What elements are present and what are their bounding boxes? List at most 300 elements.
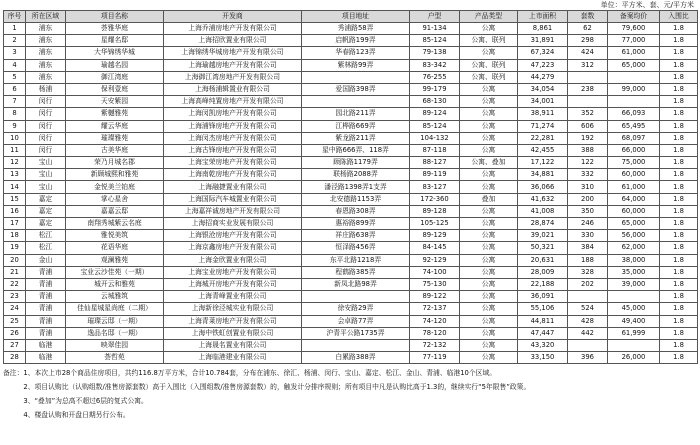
cell-address: 江桦路669弄 — [302, 120, 410, 132]
cell-developer: 上海锦绣华城房地产开发有限公司 — [164, 47, 302, 59]
cell-unit-size: 77-119 — [410, 352, 460, 364]
cell-address — [302, 339, 410, 351]
cell-project-name: 花语华庭 — [66, 242, 164, 254]
table-row — [4, 205, 698, 217]
cell-product-type: 公寓、联列 — [460, 59, 518, 71]
cell-area: 34,054 — [518, 83, 568, 95]
cell-ratio: 1.8 — [660, 83, 698, 95]
cell-area: 17,122 — [518, 157, 568, 169]
cell-unit-size: 68-130 — [410, 96, 460, 108]
cell-units: 188 — [568, 254, 608, 266]
cell-address: 紫龙路211弄 — [302, 132, 410, 144]
cell-developer: 上海南乾房地产开发有限公司 — [164, 169, 302, 181]
cell-developer: 上海青莱房地产开发有限公司 — [164, 315, 302, 327]
cell-product-type: 公寓 — [460, 144, 518, 156]
cell-project-name: 古美华庭 — [66, 144, 164, 156]
cell-index: 7 — [4, 96, 26, 108]
cell-project-name: 佳仙星城星尚庭（二期） — [66, 303, 164, 315]
table-row — [4, 132, 698, 144]
cell-district: 青浦 — [26, 291, 66, 303]
cell-developer: 上海晟名置业有限公司 — [164, 339, 302, 351]
cell-avg-price: 65,000 — [608, 218, 660, 230]
cell-units: 332 — [568, 169, 608, 181]
cell-project-name: 星耀名邸 — [66, 35, 164, 47]
cell-unit-size: 105-125 — [410, 218, 460, 230]
cell-address: 惠裕路899弄 — [302, 218, 410, 230]
column-header: 序号 — [4, 11, 26, 23]
cell-product-type: 公寓 — [460, 108, 518, 120]
cell-project-name: 宝业云沙佳苑（一期） — [66, 266, 164, 278]
cell-index: 6 — [4, 83, 26, 95]
table-row — [4, 96, 698, 108]
cell-ratio: 1.8 — [660, 291, 698, 303]
cell-developer: 上海国际汽车城置业有限公司 — [164, 193, 302, 205]
cell-project-name: 新顾城熙和雅苑 — [66, 169, 164, 181]
cell-ratio: 1.8 — [660, 278, 698, 290]
cell-product-type: 公寓 — [460, 254, 518, 266]
cell-developer: 上海瑜越房地产开发有限公司 — [164, 59, 302, 71]
cell-address: 恒泽路456弄 — [302, 242, 410, 254]
table-row — [4, 181, 698, 193]
cell-avg-price: 38,000 — [608, 254, 660, 266]
cell-project-name: 天安紫园 — [66, 96, 164, 108]
cell-units: 62 — [568, 23, 608, 35]
cell-product-type: 公寓 — [460, 181, 518, 193]
cell-area: 28,874 — [518, 218, 568, 230]
cell-unit-size: 84-145 — [410, 242, 460, 254]
cell-district: 浦东 — [26, 59, 66, 71]
cell-ratio: 1.8 — [660, 254, 698, 266]
cell-project-name: 逸品名邸（一期） — [66, 327, 164, 339]
cell-project-name: 观澜雅苑 — [66, 254, 164, 266]
cell-index: 13 — [4, 169, 26, 181]
cell-avg-price: 61,000 — [608, 181, 660, 193]
cell-unit-size: 79-138 — [410, 47, 460, 59]
cell-district: 青浦 — [26, 327, 66, 339]
cell-project-name: 荟雅华庭 — [66, 23, 164, 35]
cell-unit-size: 99-179 — [410, 83, 460, 95]
cell-area: 55,106 — [518, 303, 568, 315]
cell-project-name: 雅悦美筑 — [66, 230, 164, 242]
column-header: 所在区域 — [26, 11, 66, 23]
cell-ratio: 1.8 — [660, 352, 698, 364]
cell-product-type: 公寓 — [460, 278, 518, 290]
cell-unit-size: 91-134 — [410, 23, 460, 35]
cell-project-name: 大华锦绣华城 — [66, 47, 164, 59]
cell-ratio: 1.8 — [660, 157, 698, 169]
cell-address: 沪青平公路1735弄 — [302, 327, 410, 339]
cell-units: 328 — [568, 266, 608, 278]
cell-product-type: 公寓 — [460, 83, 518, 95]
cell-district: 嘉定 — [26, 205, 66, 217]
cell-ratio: 1.8 — [660, 315, 698, 327]
cell-developer: 上海金欣置业有限公司 — [164, 254, 302, 266]
cell-avg-price: 68,097 — [608, 132, 660, 144]
cell-address: 北安德路1153弄 — [302, 193, 410, 205]
cell-unit-size: 104-132 — [410, 132, 460, 144]
column-header: 套数 — [568, 11, 608, 23]
cell-index: 28 — [4, 352, 26, 364]
cell-product-type: 公寓 — [460, 205, 518, 217]
cell-district: 嘉定 — [26, 218, 66, 230]
cell-ratio: 1.8 — [660, 132, 698, 144]
cell-ratio: 1.8 — [660, 120, 698, 132]
cell-address: 会卓路77弄 — [302, 315, 410, 327]
table-row — [4, 339, 698, 351]
cell-unit-size: 75-130 — [410, 278, 460, 290]
cell-avg-price: 62,000 — [608, 242, 660, 254]
cell-project-name: 紫樾雅苑 — [66, 108, 164, 120]
cell-area: 41,632 — [518, 193, 568, 205]
cell-product-type: 公寓 — [460, 327, 518, 339]
cell-avg-price: 99,000 — [608, 83, 660, 95]
cell-district: 闵行 — [26, 120, 66, 132]
cell-index: 11 — [4, 144, 26, 156]
table-row — [4, 266, 698, 278]
cell-ratio: 1.8 — [660, 242, 698, 254]
cell-units: 352 — [568, 108, 608, 120]
column-header: 开发商 — [164, 11, 302, 23]
cell-units: 238 — [568, 83, 608, 95]
cell-unit-size: 89-124 — [410, 108, 460, 120]
cell-units: 200 — [568, 193, 608, 205]
cell-units: 312 — [568, 59, 608, 71]
column-header: 上市面积 — [518, 11, 568, 23]
cell-ratio: 1.8 — [660, 230, 698, 242]
cell-product-type: 公寓 — [460, 23, 518, 35]
cell-district: 青浦 — [26, 315, 66, 327]
cell-index: 21 — [4, 266, 26, 278]
unit-note: 单位：平方米、套、元/平方米 — [600, 1, 694, 9]
cell-index: 20 — [4, 254, 26, 266]
note-line: 2、项目认购比（认购组数/准售房源套数）高于入围比（入围组数/准售房源套数）的，触发计分排序规则；所有项目中凡是认购比高于1.3的，继续实行“5年限售”政策。 — [3, 383, 531, 391]
cell-units: 442 — [568, 327, 608, 339]
cell-address: 星中路666弄、118弄 — [302, 144, 410, 156]
cell-units: 310 — [568, 181, 608, 193]
cell-unit-size: 85-124 — [410, 120, 460, 132]
cell-area: 38,911 — [518, 108, 568, 120]
cell-project-name: 嘉嘉云邸 — [66, 205, 164, 217]
table-row — [4, 23, 698, 35]
cell-project-name: 璀璨雅苑 — [66, 132, 164, 144]
cell-units: 606 — [568, 120, 608, 132]
cell-avg-price: 61,999 — [608, 327, 660, 339]
cell-district: 宝山 — [26, 181, 66, 193]
cell-unit-size: 89-129 — [410, 230, 460, 242]
table-row — [4, 71, 698, 83]
cell-area: 47,223 — [518, 59, 568, 71]
cell-area: 36,091 — [518, 291, 568, 303]
cell-district: 浦东 — [26, 23, 66, 35]
table-row — [4, 352, 698, 364]
cell-ratio: 1.8 — [660, 181, 698, 193]
cell-district: 浦东 — [26, 47, 66, 59]
cell-district: 闵行 — [26, 96, 66, 108]
cell-units: 202 — [568, 278, 608, 290]
cell-avg-price: 79,600 — [608, 23, 660, 35]
table-row — [4, 327, 698, 339]
cell-address: 东平北路1218弄 — [302, 254, 410, 266]
cell-area: 33,150 — [518, 352, 568, 364]
cell-product-type: 公寓 — [460, 47, 518, 59]
cell-area: 20,631 — [518, 254, 568, 266]
table-row — [4, 120, 698, 132]
cell-developer: 上海嘉祥诚房地产开发有限公司 — [164, 205, 302, 217]
cell-district: 松江 — [26, 230, 66, 242]
table-row — [4, 193, 698, 205]
cell-developer: 上海杨浦辑置业有限公司 — [164, 83, 302, 95]
cell-developer: 上海高峰纯置房地产开发有限公司 — [164, 96, 302, 108]
cell-avg-price: 49,400 — [608, 315, 660, 327]
cell-address: 爱国路398弄 — [302, 83, 410, 95]
cell-area: 8,861 — [518, 23, 568, 35]
cell-developer: 上海乔浦房地产开发有限公司 — [164, 23, 302, 35]
cell-index: 4 — [4, 59, 26, 71]
cell-district: 临港 — [26, 339, 66, 351]
cell-units: 388 — [568, 144, 608, 156]
cell-developer: 上海闵杰房地产开发有限公司 — [164, 132, 302, 144]
cell-unit-size: 83-342 — [410, 59, 460, 71]
cell-area: 31,891 — [518, 35, 568, 47]
cell-avg-price: 64,000 — [608, 193, 660, 205]
cell-product-type: 公寓 — [460, 352, 518, 364]
cell-product-type: 公寓、联列 — [460, 35, 518, 47]
cell-project-name: 耀云华庭 — [66, 120, 164, 132]
cell-address: 顾陈路1179弄 — [302, 157, 410, 169]
cell-index: 22 — [4, 278, 26, 290]
cell-product-type: 公寓 — [460, 266, 518, 278]
cell-avg-price — [608, 71, 660, 83]
cell-ratio: 1.8 — [660, 303, 698, 315]
cell-developer: 上海宝荣房地产开发有限公司 — [164, 157, 302, 169]
cell-units: 424 — [568, 47, 608, 59]
cell-units — [568, 96, 608, 108]
cell-unit-size: 74-100 — [410, 266, 460, 278]
cell-ratio: 1.8 — [660, 218, 698, 230]
cell-index: 26 — [4, 327, 26, 339]
cell-product-type: 叠加 — [460, 193, 518, 205]
cell-units: 246 — [568, 218, 608, 230]
cell-project-name: 金悦美兰铂庭 — [66, 181, 164, 193]
cell-district: 青浦 — [26, 278, 66, 290]
cell-unit-size: 89-119 — [410, 169, 460, 181]
cell-index: 23 — [4, 291, 26, 303]
table-row — [4, 315, 698, 327]
cell-avg-price: 60,000 — [608, 205, 660, 217]
cell-unit-size: 89-128 — [410, 205, 460, 217]
cell-unit-size: 89-122 — [410, 291, 460, 303]
cell-avg-price: 66,000 — [608, 144, 660, 156]
cell-index: 9 — [4, 120, 26, 132]
cell-index: 1 — [4, 23, 26, 35]
table-row — [4, 169, 698, 181]
cell-avg-price: 77,000 — [608, 35, 660, 47]
cell-address: 白累路388弄 — [302, 352, 410, 364]
cell-ratio: 1.8 — [660, 35, 698, 47]
housing-projects-table — [3, 10, 698, 364]
column-header: 项目地址 — [302, 11, 410, 23]
cell-product-type: 公寓 — [460, 96, 518, 108]
cell-developer: 上海临港建业有限公司 — [164, 352, 302, 364]
cell-developer: 上海古锋房地产开发有限公司 — [164, 144, 302, 156]
cell-project-name: 保利壹庭 — [66, 83, 164, 95]
cell-unit-size: 172-360 — [410, 193, 460, 205]
cell-index: 18 — [4, 230, 26, 242]
table-row — [4, 218, 698, 230]
cell-index: 16 — [4, 205, 26, 217]
cell-district: 松江 — [26, 242, 66, 254]
cell-unit-size: 83-127 — [410, 181, 460, 193]
cell-index: 2 — [4, 35, 26, 47]
cell-area: 41,008 — [518, 205, 568, 217]
cell-address: 秀浦路58弄 — [302, 23, 410, 35]
cell-product-type: 公寓 — [460, 339, 518, 351]
cell-district: 杨浦 — [26, 83, 66, 95]
cell-project-name: 掌心星舍 — [66, 193, 164, 205]
cell-address: 潘泾路1398弄1支弄 — [302, 181, 410, 193]
cell-project-name: 荣乃月城名郡 — [66, 157, 164, 169]
note-line: 备注：1、本次上市28个商品住房项目，共约116.8万平方米，合计10.784套，分布在浦东、徐汇、杨浦、闵行、宝山、嘉定、松江、金山、青浦、临港10个区域。 — [3, 369, 497, 377]
cell-developer: 上海闵凯房地产开发有限公司 — [164, 108, 302, 120]
cell-project-name: 映翠佳园 — [66, 339, 164, 351]
cell-units: 396 — [568, 352, 608, 364]
cell-address — [302, 96, 410, 108]
cell-ratio: 1.8 — [660, 266, 698, 278]
cell-avg-price: 61,000 — [608, 47, 660, 59]
cell-unit-size: 85-124 — [410, 35, 460, 47]
cell-developer: 上海浦锋房地产开发有限公司 — [164, 120, 302, 132]
cell-product-type: 公寓 — [460, 242, 518, 254]
cell-address: 联杨路2088弄 — [302, 169, 410, 181]
cell-ratio: 1.8 — [660, 108, 698, 120]
cell-area: 71,274 — [518, 120, 568, 132]
cell-product-type: 公寓 — [460, 132, 518, 144]
table-row — [4, 242, 698, 254]
cell-ratio: 1.8 — [660, 23, 698, 35]
cell-developer: 上海新徐泾城实业有限公司 — [164, 303, 302, 315]
cell-district: 金山 — [26, 254, 66, 266]
cell-product-type: 公寓 — [460, 315, 518, 327]
column-header: 入围比 — [660, 11, 698, 23]
cell-developer: 上海招商实业发展有限公司 — [164, 218, 302, 230]
cell-index: 12 — [4, 157, 26, 169]
table-row — [4, 108, 698, 120]
notes-section — [3, 366, 697, 422]
cell-avg-price: 26,000 — [608, 352, 660, 364]
cell-district: 临港 — [26, 352, 66, 364]
cell-units — [568, 71, 608, 83]
cell-project-name: 城开云和雅苑 — [66, 278, 164, 290]
cell-avg-price — [608, 96, 660, 108]
table-row — [4, 230, 698, 242]
cell-project-name: 云城雅筑 — [66, 291, 164, 303]
cell-area: 34,881 — [518, 169, 568, 181]
cell-ratio: 1.8 — [660, 59, 698, 71]
cell-unit-size: 78-120 — [410, 327, 460, 339]
cell-developer: 上海融捷置业有限公司 — [164, 181, 302, 193]
cell-address: 启帆路199弄 — [302, 35, 410, 47]
table-row — [4, 47, 698, 59]
cell-district: 浦东 — [26, 35, 66, 47]
cell-address: 春恩路308弄 — [302, 205, 410, 217]
cell-index: 3 — [4, 47, 26, 59]
cell-units: 122 — [568, 157, 608, 169]
cell-district: 青浦 — [26, 266, 66, 278]
cell-avg-price — [608, 339, 660, 351]
table-row — [4, 157, 698, 169]
cell-area: 44,811 — [518, 315, 568, 327]
cell-district: 闵行 — [26, 144, 66, 156]
cell-area: 44,279 — [518, 71, 568, 83]
cell-area: 39,021 — [518, 230, 568, 242]
cell-units: 350 — [568, 205, 608, 217]
cell-product-type: 公寓 — [460, 291, 518, 303]
table-header-row — [4, 11, 698, 23]
cell-unit-size: 88-127 — [410, 157, 460, 169]
cell-address: 园北路211弄 — [302, 108, 410, 120]
table-row — [4, 144, 698, 156]
cell-area: 47,447 — [518, 327, 568, 339]
cell-address: 新凤北路98弄 — [302, 278, 410, 290]
cell-area: 50,321 — [518, 242, 568, 254]
cell-index: 5 — [4, 71, 26, 83]
cell-area: 67,324 — [518, 47, 568, 59]
cell-developer: 上海宝业房地产开发有限公司 — [164, 266, 302, 278]
cell-district: 宝山 — [26, 157, 66, 169]
column-header: 户型 — [410, 11, 460, 23]
cell-unit-size: 87-118 — [410, 144, 460, 156]
cell-index: 10 — [4, 132, 26, 144]
cell-ratio: 1.8 — [660, 169, 698, 181]
cell-ratio: 1.8 — [660, 96, 698, 108]
cell-units: 192 — [568, 132, 608, 144]
cell-ratio: 1.8 — [660, 193, 698, 205]
table-row — [4, 278, 698, 290]
cell-index: 24 — [4, 303, 26, 315]
note-line: 3、“叠加”为总高不超过6层的复式公寓。 — [3, 397, 148, 405]
cell-area: 42,455 — [518, 144, 568, 156]
table-row — [4, 303, 698, 315]
cell-project-name: 南翔秀城紫云名庭 — [66, 218, 164, 230]
cell-avg-price: 65,000 — [608, 59, 660, 71]
cell-developer: 上海招欣置业有限公司 — [164, 35, 302, 47]
cell-address: 华春路123弄 — [302, 47, 410, 59]
cell-avg-price: 39,000 — [608, 278, 660, 290]
cell-unit-size: 74-120 — [410, 315, 460, 327]
cell-units: 384 — [568, 242, 608, 254]
cell-area: 22,188 — [518, 278, 568, 290]
cell-ratio: 1.8 — [660, 144, 698, 156]
cell-product-type: 公寓 — [460, 120, 518, 132]
cell-address: 徐安路29弄 — [302, 303, 410, 315]
cell-units — [568, 339, 608, 351]
cell-ratio: 1.8 — [660, 71, 698, 83]
cell-unit-size: 72-137 — [410, 303, 460, 315]
cell-unit-size: 92-129 — [410, 254, 460, 266]
cell-area: 43,320 — [518, 339, 568, 351]
cell-index: 17 — [4, 218, 26, 230]
cell-ratio: 1.8 — [660, 47, 698, 59]
cell-project-name: 瑜越名园 — [66, 59, 164, 71]
table-row — [4, 254, 698, 266]
column-header: 产品类型 — [460, 11, 518, 23]
cell-index: 15 — [4, 193, 26, 205]
cell-units — [568, 291, 608, 303]
cell-avg-price: 60,000 — [608, 169, 660, 181]
cell-units: 524 — [568, 303, 608, 315]
table-body — [4, 23, 698, 364]
cell-ratio: 1.8 — [660, 327, 698, 339]
